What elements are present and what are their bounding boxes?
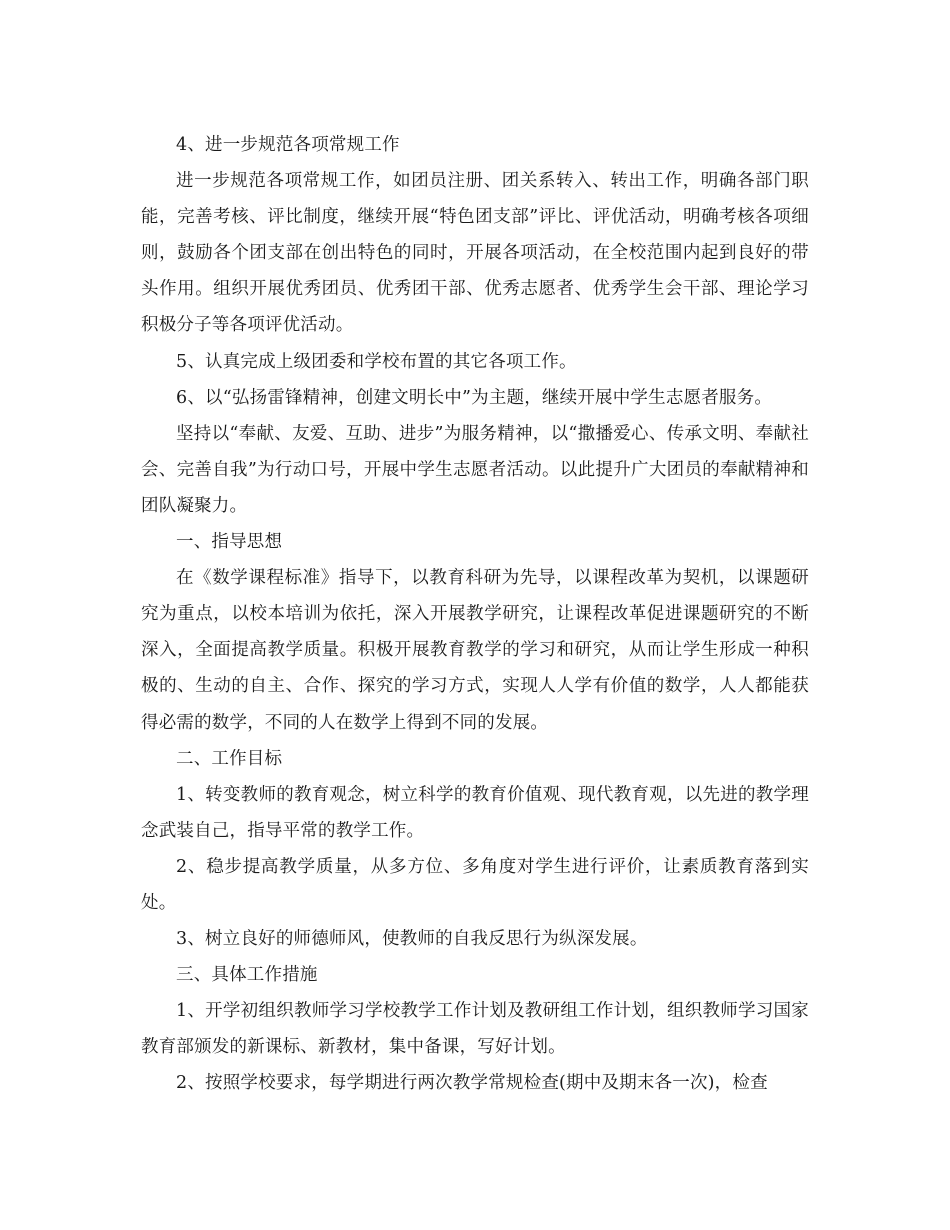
paragraph-measure-1: 1、开学初组织教师学习学校教学工作计划及教研组工作计划，组织教师学习国家教育部颁发的新课标、新教材，集中备课，写好计划。 [141,1001,809,1058]
paragraph-volunteer-spirit: 坚持以“奉献、友爱、互助、进步”为服务精神，以“撒播爱心、传承文明、奉献社会、完善自我”为行动口号，开展中学生志愿者活动。以此提升广大团员的奉献精神和团队凝聚力。 [141,423,809,516]
heading-work-measures: 三、具体工作措施 [176,965,318,986]
document-body [141,127,809,1102]
heading-work-goals: 二、工作目标 [176,748,283,769]
paragraph-goal-2: 2、稳步提高教学质量，从多方位、多角度对学生进行评价，让素质教育落到实处。 [141,856,809,913]
paragraph-goal-1: 1、转变教师的教育观念，树立科学的教育价值观、现代教育观，以先进的教学理念武装自己，指导平常的教学工作。 [141,784,809,841]
paragraph-goal-3: 3、树立良好的师德师风，使教师的自我反思行为纵深发展。 [176,929,648,950]
paragraph-measure-2: 2、按照学校要求，每学期进行两次教学常规检查(期中及期末各一次)，检查 [176,1073,768,1094]
paragraph-guiding-ideology: 在《数学课程标准》指导下，以教育科研为先导，以课程改革为契机，以课题研究为重点，以校本培训为依托，深入开展教学研究，让课程改革促进课题研究的不断深入，全面提高教学质量。积极开展教育教学的学习和研究，从而让学生形成一种积极的、生动的自主、合作、探究的学习方式，实现人人学有价值的数学，人人都能获得必需的数学，不同的人在数学上得到不同的发展。 [141,568,809,733]
heading-guiding-ideology: 一、指导思想 [176,532,283,553]
paragraph-section-4-body: 进一步规范各项常规工作，如团员注册、团关系转入、转出工作，明确各部门职能，完善考核、评比制度，继续开展“特色团支部”评比、评优活动，明确考核各项细则，鼓励各个团支部在创出特色的同时，开展各项活动，在全校范围内起到良好的带头作用。组织开展优秀团员、优秀团干部、优秀志愿者、优秀学生会干部、理论学习积极分子等各项评优活动。 [141,171,809,336]
paragraph-item-5: 5、认真完成上级团委和学校布置的其它各项工作。 [176,351,577,372]
paragraph-item-6: 6、以“弘扬雷锋精神，创建文明长中”为主题，继续开展中学生志愿者服务。 [176,387,773,408]
paragraph-section-4-heading: 4、进一步规范各项常规工作 [176,135,400,155]
